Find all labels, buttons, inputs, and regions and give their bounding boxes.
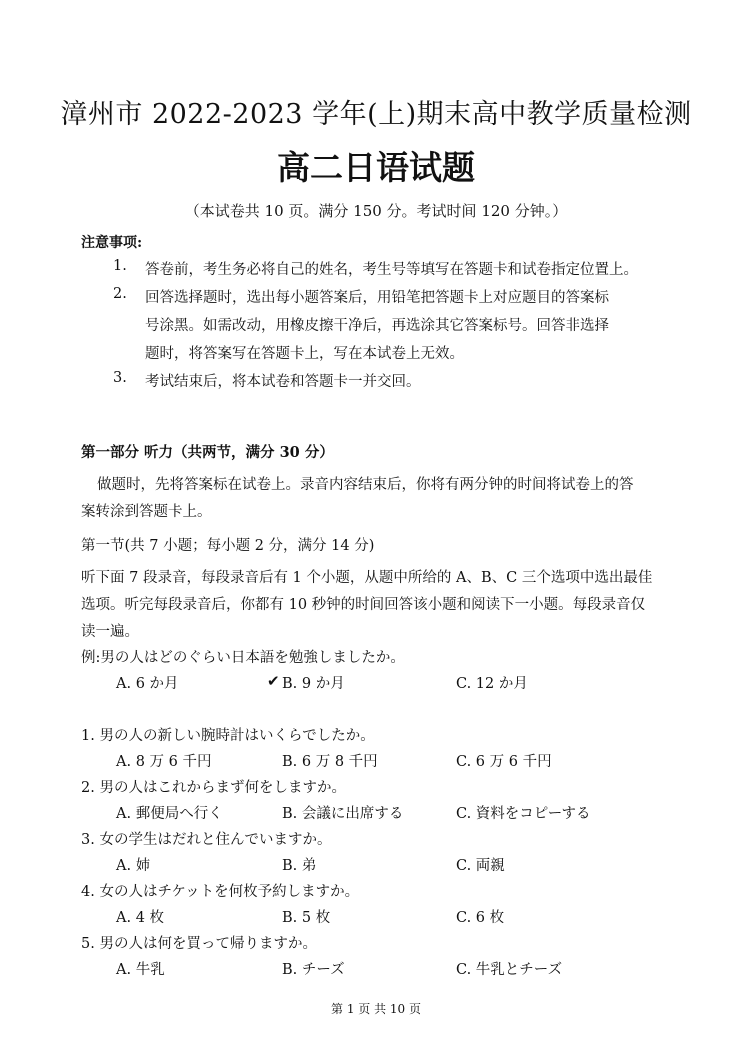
question-option: A. 4 枚 <box>116 910 165 926</box>
question-option: B. 5 枚 <box>282 910 331 926</box>
question: 5. 男の人は何を買って帰りますか。 <box>81 936 317 952</box>
section-intro: 听下面 7 段录音，每段录音后有 1 个小题，从题中所给的 A、B、C 三个选项中选出最佳 <box>81 570 653 586</box>
question-option: C. 6 万 6 千円 <box>456 754 552 770</box>
exam-subject-title: 高二日语试题 <box>277 148 475 187</box>
note-text: 回答选择题时，选出每小题答案后，用铅笔把答题卡上对应题目的答案标 <box>145 290 609 306</box>
question-option: A. 郵便局へ行く <box>116 806 223 822</box>
part-heading: 第一部分 听力（共两节，满分 30 分） <box>81 444 334 461</box>
note-text: 考试结束后，将本试卷和答题卡一并交回。 <box>145 374 421 390</box>
example-option: B. 9 か月 <box>282 676 345 692</box>
question-option: A. 8 万 6 千円 <box>116 754 212 770</box>
example-option: A. 6 か月 <box>116 676 179 692</box>
question-option: A. 牛乳 <box>116 962 165 978</box>
example-option: C. 12 か月 <box>456 676 528 692</box>
question-option: B. チーズ <box>282 962 345 978</box>
example-question: 例:男の人はどのぐらい日本語を勉強しましたか。 <box>81 650 405 666</box>
part-intro: 做题时，先将答案标在试卷上。录音内容结束后，你将有两分钟的时间将试卷上的答 <box>97 477 634 493</box>
question: 3. 女の学生はだれと住んでいますか。 <box>81 832 332 848</box>
note-number: 2. <box>113 286 127 302</box>
question-option: C. 資料をコピーする <box>456 806 591 822</box>
part-intro: 案转涂到答题卡上。 <box>81 504 212 520</box>
exam-title: 漳州市 2022-2023 学年(上)期末高中教学质量检测 <box>60 99 692 130</box>
section-heading: 第一节(共 7 小题；每小题 2 分，满分 14 分) <box>81 538 375 554</box>
exam-info: （本试卷共 10 页。满分 150 分。考试时间 120 分钟。） <box>184 202 568 220</box>
question-option: C. 6 枚 <box>456 910 505 926</box>
question-option: C. 両親 <box>456 858 505 874</box>
question: 1. 男の人の新しい腕時計はいくらでしたか。 <box>81 728 375 744</box>
note-text: 题时，将答案写在答题卡上，写在本试卷上无效。 <box>145 346 464 362</box>
question-option: B. 会議に出席する <box>282 806 404 822</box>
note-text: 答卷前，考生务必将自己的姓名，考生号等填写在答题卡和试卷指定位置上。 <box>145 262 638 278</box>
page-footer: 第 1 页 共 10 页 <box>331 1002 421 1016</box>
question: 2. 男の人はこれからまず何をしますか。 <box>81 780 346 796</box>
question: 4. 女の人はチケットを何枚予約しますか。 <box>81 884 360 900</box>
note-number: 1. <box>113 258 127 274</box>
question-option: A. 姉 <box>116 858 151 874</box>
question-option: C. 牛乳とチーズ <box>456 962 563 978</box>
note-number: 3. <box>113 370 127 386</box>
check-mark-icon: ✔ <box>267 672 280 690</box>
section-intro: 读一遍。 <box>81 624 139 640</box>
note-text: 号涂黑。如需改动，用橡皮擦干净后，再选涂其它答案标号。回答非选择 <box>145 318 609 334</box>
question-option: B. 弟 <box>282 858 317 874</box>
question-option: B. 6 万 8 千円 <box>282 754 378 770</box>
section-intro: 选项。听完每段录音后，你都有 10 秒钟的时间回答该小题和阅读下一小题。每段录音仅 <box>81 597 646 613</box>
notes-heading: 注意事项: <box>81 235 143 251</box>
